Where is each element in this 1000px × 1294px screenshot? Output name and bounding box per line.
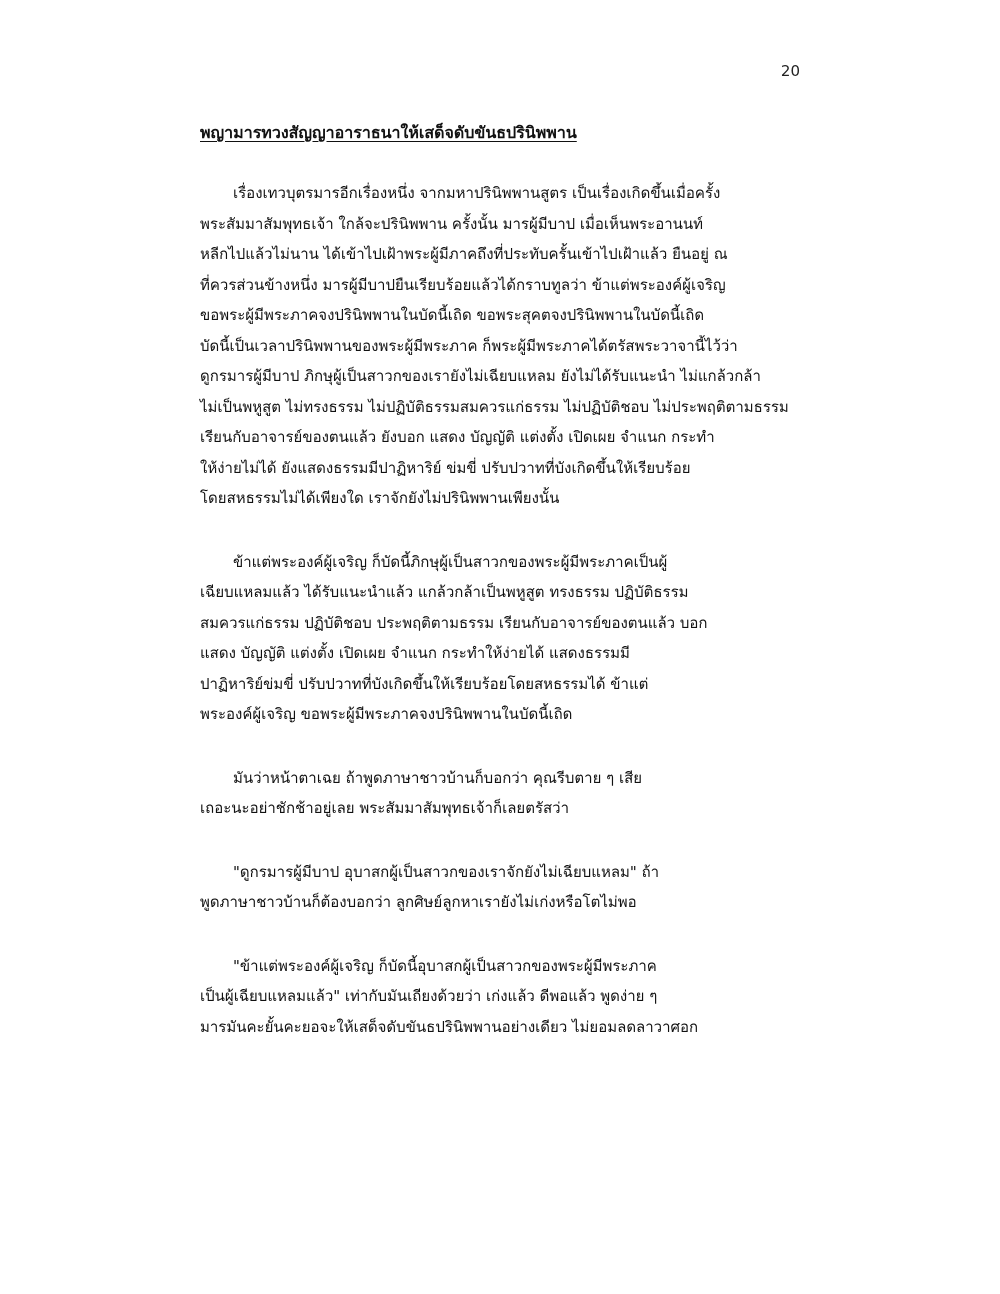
text-line: เรียนกับอาจารย์ของตนแล้ว ยังบอก แสดง บัญญัติ แต่งตั้ง เปิดเผย จำแนก กระทำ [200,428,715,446]
text-line: โดยสหธรรมไม่ได้เพียงใด เราจักยังไม่ปรินิพพานเพียงนั้น [200,489,560,507]
text-line: ขอพระผู้มีพระภาคจงปรินิพพานในบัดนี้เถิด ขอพระสุคตจงปรินิพพานในบัดนี้เถิด [200,306,705,324]
text-line: เรื่องเทวบุตรมารอีกเรื่องหนึ่ง จากมหาปรินิพพานสูตร เป็นเรื่องเกิดขึ้นเมื่อครั้ง [233,184,721,202]
text-line: พูดภาษาชาวบ้านก็ต้องบอกว่า ลูกศิษย์ลูกหาเรายังไม่เก่งหรือโตไม่พอ [200,893,637,911]
text-line: ข้าแต่พระองค์ผู้เจริญ ก็บัดนี้ภิกษุผู้เป็นสาวกของพระผู้มีพระภาคเป็นผู้ [233,552,668,571]
text-line: ไม่เป็นพหูสูต ไม่ทรงธรรม ไม่ปฏิบัติธรรมสมควรแก่ธรรม ไม่ปฏิบัติชอบ ไม่ประพฤติตามธรรม [200,397,789,416]
text-line: มารมันคะยั้นคะยอจะให้เสด็จดับขันธปรินิพพานอย่างเดียว ไม่ยอมลดลาวาศอก [200,1017,699,1036]
text-line: บัดนี้เป็นเวลาปรินิพพานของพระผู้มีพระภาค ก็พระผู้มีพระภาคได้ตรัสพระวาจานี้ไว้ว่า [200,336,738,355]
section-heading: พญามารทวงสัญญาอาราธนาให้เสด็จดับขันธปรินิพพาน [200,123,577,142]
text-line: "ข้าแต่พระองค์ผู้เจริญ ก็บัดนี้อุบาสกผู้เป็นสาวกของพระผู้มีพระภาค [233,956,657,975]
text-line: "ดูกรมารผู้มีบาป อุบาสกผู้เป็นสาวกของเราจักยังไม่เฉียบแหลม" ถ้า [233,862,660,881]
text-line: เฉียบแหลมแล้ว ได้รับแนะนำแล้ว แกล้วกล้าเป็นพหูสูต ทรงธรรม ปฏิบัติธรรม [200,583,689,601]
text-line: ที่ควรส่วนข้างหนึ่ง มารผู้มีบาปยืนเรียบร้อยแล้วได้กราบทูลว่า ข้าแต่พระองค์ผู้เจริญ [200,275,726,294]
document-body [200,178,800,1075]
paragraph-5 [200,951,800,1043]
text-line: หลีกไปแล้วไม่นาน ได้เข้าไปเฝ้าพระผู้มีภาคถึงที่ประทับครั้นเข้าไปเฝ้าแล้ว ยืนอยู่ ณ [200,245,728,263]
text-line: สมควรแก่ธรรม ปฏิบัติชอบ ประพฤติตามธรรม เรียนกับอาจารย์ของตนแล้ว บอก [200,613,708,632]
page-number: 20 [780,62,800,80]
text-line: พระองค์ผู้เจริญ ขอพระผู้มีพระภาคจงปรินิพพานในบัดนี้เถิด [200,705,573,723]
text-line: มันว่าหน้าตาเฉย ถ้าพูดภาษาชาวบ้านก็บอกว่า คุณรีบตาย ๆ เสีย [233,768,643,787]
text-line: เถอะนะอย่าชักช้าอยู่เลย พระสัมมาสัมพุทธเจ้าก็เลยตรัสว่า [200,799,570,817]
text-line: ดูกรมารผู้มีบาป ภิกษุผู้เป็นสาวกของเรายังไม่เฉียบแหลม ยังไม่ได้รับแนะนำ ไม่แกล้วกล้า [200,367,761,385]
text-line: ปาฏิหาริย์ข่มขี่ ปรับปวาทที่บังเกิดขึ้นให้เรียบร้อยโดยสหธรรมได้ ข้าแต่ [200,674,649,693]
paragraph-3 [200,763,800,824]
paragraph-2 [200,547,800,730]
text-line: เป็นผู้เฉียบแหลมแล้ว" เท่ากับมันเถียงด้วยว่า เก่งแล้ว ดีพอแล้ว พูดง่าย ๆ [200,987,658,1005]
paragraph-4 [200,857,800,918]
text-line: พระสัมมาสัมพุทธเจ้า ใกล้จะปรินิพพาน ครั้งนั้น มารผู้มีบาป เมื่อเห็นพระอานนท์ [200,214,704,233]
paragraph-1 [200,178,800,514]
text-line: ให้ง่ายไม่ได้ ยังแสดงธรรมมีปาฏิหาริย์ ข่มขี่ ปรับปวาทที่บังเกิดขึ้นให้เรียบร้อย [200,458,691,477]
text-line: แสดง บัญญัติ แต่งตั้ง เปิดเผย จำแนก กระทำให้ง่ายได้ แสดงธรรมมี [200,644,630,662]
